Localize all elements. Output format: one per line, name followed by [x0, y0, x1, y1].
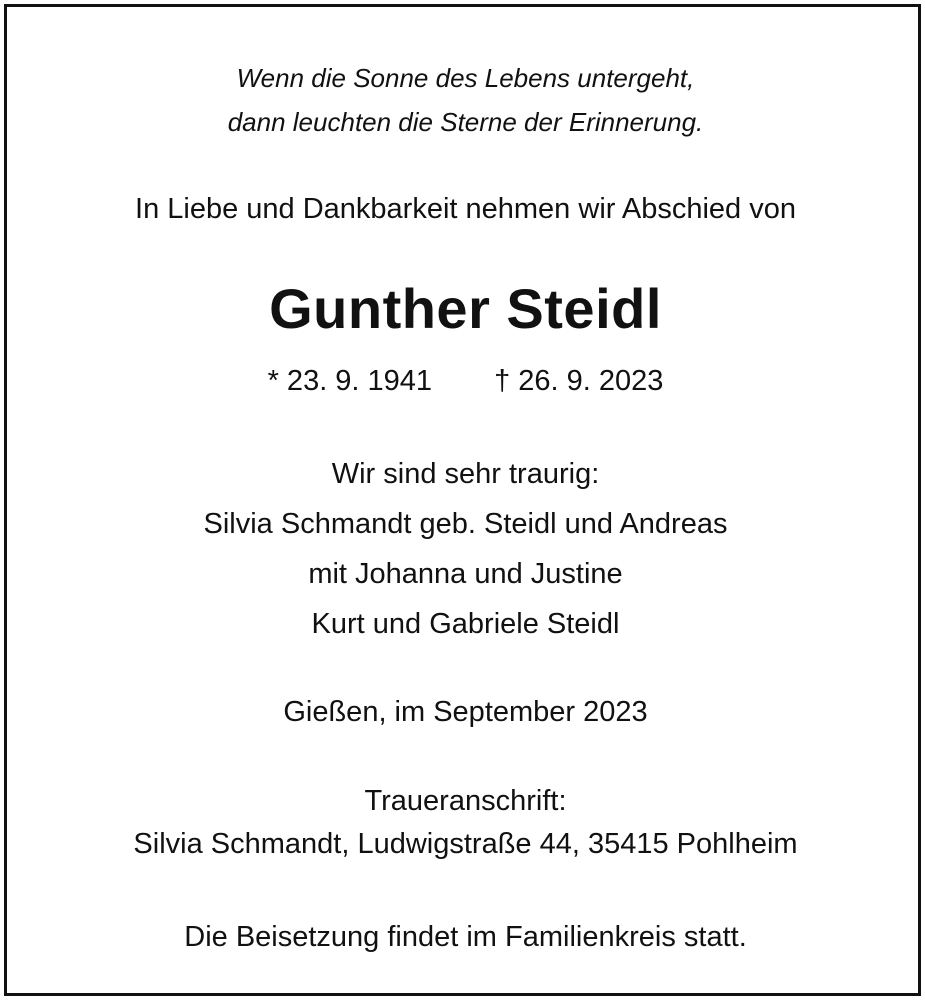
quote-line-2: dann leuchten die Sterne der Erinnerung. — [227, 107, 704, 137]
deceased-name: Gunther Steidl — [269, 277, 662, 340]
obituary-frame — [4, 4, 921, 996]
mourner-line: mit Johanna und Justine — [308, 558, 623, 590]
quote-line-1: Wenn die Sonne des Lebens untergeht, — [236, 63, 695, 93]
birth-date: * 23. 9. 1941 — [267, 365, 433, 397]
death-date: † 26. 9. 2023 — [494, 365, 664, 397]
address-value: Silvia Schmandt, Ludwigstraße 44, 35415 Pohlheim — [133, 828, 798, 860]
mourners-heading: Wir sind sehr traurig: — [331, 458, 600, 490]
address-label: Traueranschrift: — [364, 785, 567, 817]
mourner-line: Silvia Schmandt geb. Steidl und Andreas — [203, 508, 728, 540]
life-dates — [7, 364, 924, 398]
intro-text: In Liebe und Dankbarkeit nehmen wir Abschied von — [135, 193, 796, 225]
place-date: Gießen, im September 2023 — [283, 696, 648, 728]
burial-note: Die Beisetzung findet im Familienkreis statt. — [184, 921, 747, 953]
mourner-line: Kurt und Gabriele Steidl — [311, 608, 620, 640]
